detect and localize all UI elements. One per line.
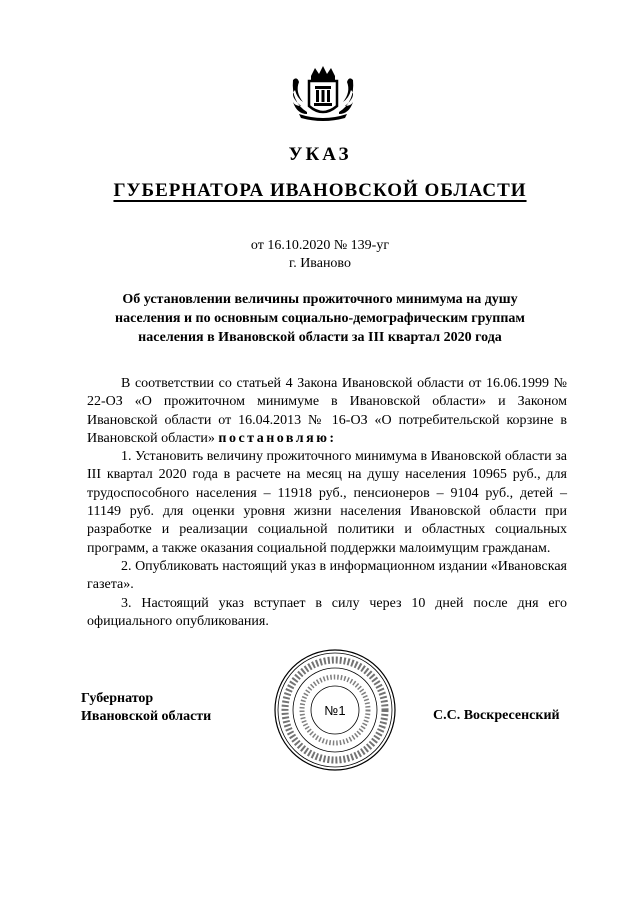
official-seal-stamp [273, 648, 397, 772]
document-heading: Об установлении величины прожиточного минимума на душу населения и по основным социально-демографическим группам населения в Ивановской области за III квартал 2020 года [115, 292, 525, 345]
document-city: г. Иваново [289, 256, 351, 271]
document-date-number: от 16.10.2020 № 139-уг [250, 238, 390, 253]
document-body [87, 375, 567, 631]
preamble-paragraph [87, 375, 567, 448]
item-paragraph-2: 2. Опубликовать настоящий указ в информационном издании «Ивановская газета». [87, 558, 567, 593]
signatory-position-line-1: Губернатор [81, 691, 154, 706]
document-issuer-text: ГУБЕРНАТОРА ИВАНОВСКОЙ ОБЛАСТИ [113, 180, 527, 201]
document-issuer [0, 180, 640, 202]
preamble-text: В соответствии со статьей 4 Закона Ивановской области от 16.06.1999 № 22-ОЗ «О прожиточном минимуме в Ивановской области» и Законом Ивановской области от 16.04.2013 № 16-ОЗ «О потребительской корзине в Ивановской области» [87, 376, 567, 446]
signatory-position-line-2: Ивановской области [81, 709, 212, 724]
signatory-position [81, 690, 211, 726]
item-paragraph-1: 1. Установить величину прожиточного минимума в Ивановской области за III квартал 2020 года в расчете на месяц на душу населения 10965 руб., для трудоспособного населения – 11918 руб., пенсионеров – 9104 руб., детей – 11149 руб. для оценки уровня жизни населения Ивановской области при разработке и реализации социальной политики и областных социальных программ, а также оказания социальной поддержки малоимущим гражданам. [87, 449, 567, 556]
decree-word: постановляю: [218, 430, 337, 446]
coat-of-arms-emblem [285, 62, 361, 122]
seal-number: №1 [324, 703, 346, 718]
item-paragraph-3: 3. Настоящий указ вступает в силу через 10 дней после дня его официального опубликования. [87, 595, 567, 629]
document-title: УКАЗ [288, 144, 352, 165]
signatory-name: С.С. Воскресенский [433, 708, 560, 723]
date-block [0, 237, 640, 273]
